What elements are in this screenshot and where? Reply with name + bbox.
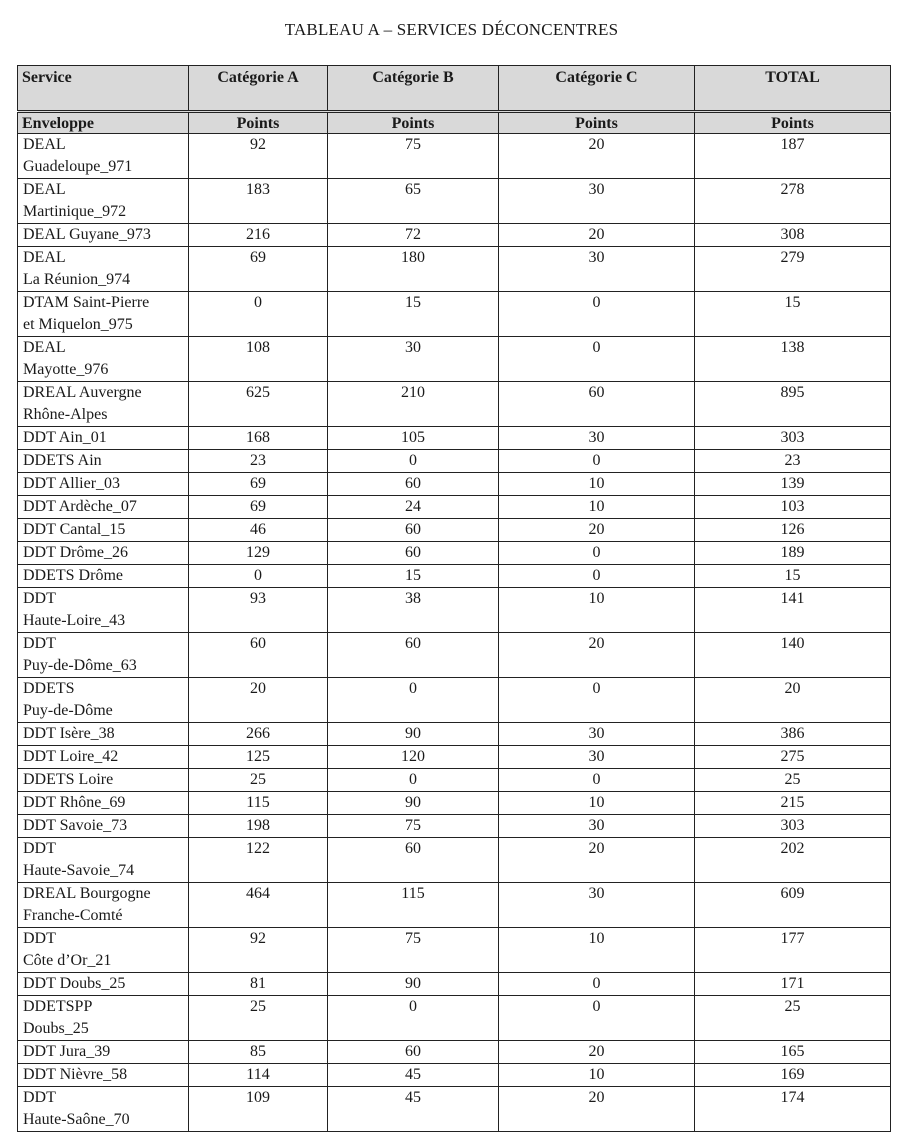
points-category-c: 20 bbox=[499, 519, 695, 542]
service-name-line1: DDETS Drôme bbox=[23, 567, 123, 584]
points-category-c: 20 bbox=[499, 633, 695, 678]
service-cell bbox=[18, 1087, 189, 1132]
points-category-c: 20 bbox=[499, 224, 695, 247]
table-row bbox=[18, 588, 891, 633]
table-row bbox=[18, 224, 891, 247]
points-category-b: 60 bbox=[328, 838, 499, 883]
points-total: 15 bbox=[695, 565, 891, 588]
service-cell bbox=[18, 769, 189, 792]
points-category-a: 46 bbox=[189, 519, 328, 542]
points-total: 138 bbox=[695, 337, 891, 382]
table-row bbox=[18, 1087, 891, 1132]
points-total: 275 bbox=[695, 746, 891, 769]
points-category-b: 75 bbox=[328, 815, 499, 838]
points-category-c: 10 bbox=[499, 588, 695, 633]
service-cell bbox=[18, 996, 189, 1041]
points-category-a: 168 bbox=[189, 427, 328, 450]
points-category-c: 0 bbox=[499, 769, 695, 792]
points-category-c: 0 bbox=[499, 678, 695, 723]
points-total: 202 bbox=[695, 838, 891, 883]
service-name-line1: DDT Doubs_25 bbox=[23, 975, 126, 992]
points-category-a: 23 bbox=[189, 450, 328, 473]
subheader-row bbox=[18, 112, 891, 134]
points-category-b: 38 bbox=[328, 588, 499, 633]
subheader-points-a: Points bbox=[189, 112, 328, 134]
points-category-a: 60 bbox=[189, 633, 328, 678]
points-category-b: 115 bbox=[328, 883, 499, 928]
points-category-a: 92 bbox=[189, 928, 328, 973]
points-category-b: 45 bbox=[328, 1087, 499, 1132]
service-cell bbox=[18, 815, 189, 838]
points-total: 15 bbox=[695, 292, 891, 337]
header-category-b: Catégorie B bbox=[328, 66, 499, 112]
points-category-a: 114 bbox=[189, 1064, 328, 1087]
points-category-b: 60 bbox=[328, 542, 499, 565]
table-row bbox=[18, 450, 891, 473]
service-name-line2: Côte d’Or_21 bbox=[23, 952, 112, 969]
points-total: 126 bbox=[695, 519, 891, 542]
service-name-line2: Doubs_25 bbox=[23, 1020, 89, 1037]
points-category-c: 60 bbox=[499, 382, 695, 427]
service-cell bbox=[18, 496, 189, 519]
service-cell bbox=[18, 1041, 189, 1064]
points-category-b: 65 bbox=[328, 179, 499, 224]
service-cell bbox=[18, 519, 189, 542]
service-name-line1: DDETS Ain bbox=[23, 452, 102, 469]
points-category-a: 108 bbox=[189, 337, 328, 382]
table-row bbox=[18, 473, 891, 496]
points-category-a: 266 bbox=[189, 723, 328, 746]
points-total: 23 bbox=[695, 450, 891, 473]
points-total: 25 bbox=[695, 769, 891, 792]
points-category-b: 60 bbox=[328, 473, 499, 496]
service-name-line1: DDT bbox=[23, 635, 56, 652]
points-category-b: 15 bbox=[328, 292, 499, 337]
points-category-a: 69 bbox=[189, 496, 328, 519]
service-cell bbox=[18, 179, 189, 224]
points-category-a: 125 bbox=[189, 746, 328, 769]
points-total: 308 bbox=[695, 224, 891, 247]
table-row bbox=[18, 746, 891, 769]
points-category-b: 60 bbox=[328, 1041, 499, 1064]
points-category-a: 183 bbox=[189, 179, 328, 224]
points-total: 278 bbox=[695, 179, 891, 224]
service-cell bbox=[18, 337, 189, 382]
table-row bbox=[18, 382, 891, 427]
service-name-line1: DEAL bbox=[23, 339, 66, 356]
points-category-a: 20 bbox=[189, 678, 328, 723]
points-category-b: 60 bbox=[328, 633, 499, 678]
service-name-line1: DDT Isère_38 bbox=[23, 725, 115, 742]
service-cell bbox=[18, 928, 189, 973]
points-category-c: 30 bbox=[499, 723, 695, 746]
subheader-points-total: Points bbox=[695, 112, 891, 134]
points-total: 303 bbox=[695, 427, 891, 450]
points-category-a: 0 bbox=[189, 565, 328, 588]
table-row bbox=[18, 134, 891, 179]
service-name-line1: DDT Loire_42 bbox=[23, 748, 119, 765]
service-name-line1: DEAL Guyane_973 bbox=[23, 226, 151, 243]
table-row bbox=[18, 996, 891, 1041]
points-category-b: 90 bbox=[328, 723, 499, 746]
table-row bbox=[18, 678, 891, 723]
points-total: 141 bbox=[695, 588, 891, 633]
points-total: 895 bbox=[695, 382, 891, 427]
points-category-a: 464 bbox=[189, 883, 328, 928]
subheader-points-c: Points bbox=[499, 112, 695, 134]
points-category-c: 10 bbox=[499, 473, 695, 496]
service-name-line1: DDT bbox=[23, 590, 56, 607]
service-name-line1: DDT Nièvre_58 bbox=[23, 1066, 128, 1083]
service-cell bbox=[18, 838, 189, 883]
points-category-c: 0 bbox=[499, 337, 695, 382]
service-name-line2: Puy-de-Dôme bbox=[23, 702, 113, 719]
points-category-b: 180 bbox=[328, 247, 499, 292]
service-cell bbox=[18, 224, 189, 247]
service-name-line2: Guadeloupe_971 bbox=[23, 158, 133, 175]
service-name-line1: DDT Jura_39 bbox=[23, 1043, 111, 1060]
table-row bbox=[18, 973, 891, 996]
service-cell bbox=[18, 746, 189, 769]
table-body bbox=[18, 134, 891, 1132]
service-cell bbox=[18, 565, 189, 588]
table-row bbox=[18, 883, 891, 928]
points-category-b: 120 bbox=[328, 746, 499, 769]
service-name-line1: DEAL bbox=[23, 181, 66, 198]
service-name-line2: Mayotte_976 bbox=[23, 361, 109, 378]
service-cell bbox=[18, 723, 189, 746]
service-name-line2: Haute-Savoie_74 bbox=[23, 862, 135, 879]
service-name-line2: et Miquelon_975 bbox=[23, 316, 133, 333]
points-category-b: 0 bbox=[328, 450, 499, 473]
service-name-line1: DTAM Saint-Pierre bbox=[23, 294, 150, 311]
service-cell bbox=[18, 427, 189, 450]
points-category-b: 60 bbox=[328, 519, 499, 542]
service-cell bbox=[18, 134, 189, 179]
points-category-c: 30 bbox=[499, 815, 695, 838]
service-name-line1: DREAL Bourgogne bbox=[23, 885, 151, 902]
points-total: 171 bbox=[695, 973, 891, 996]
service-cell bbox=[18, 633, 189, 678]
points-category-a: 122 bbox=[189, 838, 328, 883]
points-total: 215 bbox=[695, 792, 891, 815]
service-name-line1: DEAL bbox=[23, 136, 66, 153]
service-name-line2: Martinique_972 bbox=[23, 203, 127, 220]
service-cell bbox=[18, 450, 189, 473]
points-category-a: 109 bbox=[189, 1087, 328, 1132]
service-name-line2: Haute-Saône_70 bbox=[23, 1111, 130, 1128]
service-cell bbox=[18, 588, 189, 633]
points-category-c: 0 bbox=[499, 973, 695, 996]
points-category-c: 30 bbox=[499, 427, 695, 450]
service-cell bbox=[18, 292, 189, 337]
header-total: TOTAL bbox=[695, 66, 891, 112]
points-category-a: 69 bbox=[189, 247, 328, 292]
points-total: 165 bbox=[695, 1041, 891, 1064]
points-total: 25 bbox=[695, 996, 891, 1041]
points-category-c: 20 bbox=[499, 1087, 695, 1132]
table-row bbox=[18, 928, 891, 973]
service-name-line2: Puy-de-Dôme_63 bbox=[23, 657, 137, 674]
service-cell bbox=[18, 1064, 189, 1087]
points-category-c: 20 bbox=[499, 1041, 695, 1064]
table-row bbox=[18, 337, 891, 382]
table-row bbox=[18, 1041, 891, 1064]
points-category-c: 10 bbox=[499, 496, 695, 519]
points-category-a: 216 bbox=[189, 224, 328, 247]
points-category-b: 90 bbox=[328, 792, 499, 815]
points-category-c: 0 bbox=[499, 565, 695, 588]
points-total: 303 bbox=[695, 815, 891, 838]
service-name-line1: DDETSPP bbox=[23, 998, 93, 1015]
points-category-c: 30 bbox=[499, 179, 695, 224]
points-category-b: 15 bbox=[328, 565, 499, 588]
points-category-a: 129 bbox=[189, 542, 328, 565]
points-total: 187 bbox=[695, 134, 891, 179]
points-category-c: 30 bbox=[499, 247, 695, 292]
table-header bbox=[18, 66, 891, 134]
service-name-line1: DDT Ain_01 bbox=[23, 429, 107, 446]
service-name-line1: DDETS bbox=[23, 680, 75, 697]
service-name-line1: DDT Cantal_15 bbox=[23, 521, 126, 538]
points-category-c: 10 bbox=[499, 928, 695, 973]
service-name-line2: Franche-Comté bbox=[23, 907, 123, 924]
points-category-b: 0 bbox=[328, 769, 499, 792]
header-category-a: Catégorie A bbox=[189, 66, 328, 112]
header-service: Service bbox=[18, 66, 189, 112]
points-category-a: 625 bbox=[189, 382, 328, 427]
points-category-b: 30 bbox=[328, 337, 499, 382]
table-row bbox=[18, 633, 891, 678]
points-category-b: 72 bbox=[328, 224, 499, 247]
table-row bbox=[18, 496, 891, 519]
points-category-a: 69 bbox=[189, 473, 328, 496]
points-total: 279 bbox=[695, 247, 891, 292]
service-name-line2: Haute-Loire_43 bbox=[23, 612, 126, 629]
service-name-line1: DDT Savoie_73 bbox=[23, 817, 128, 834]
points-category-b: 210 bbox=[328, 382, 499, 427]
points-total: 169 bbox=[695, 1064, 891, 1087]
service-name-line1: DREAL Auvergne bbox=[23, 384, 142, 401]
points-total: 103 bbox=[695, 496, 891, 519]
service-name-line1: DDT Rhône_69 bbox=[23, 794, 126, 811]
points-category-c: 10 bbox=[499, 792, 695, 815]
service-name-line1: DDETS Loire bbox=[23, 771, 114, 788]
service-cell bbox=[18, 542, 189, 565]
table-row bbox=[18, 1064, 891, 1087]
points-category-c: 30 bbox=[499, 746, 695, 769]
points-category-b: 75 bbox=[328, 134, 499, 179]
points-total: 20 bbox=[695, 678, 891, 723]
points-category-c: 0 bbox=[499, 542, 695, 565]
points-total: 386 bbox=[695, 723, 891, 746]
points-category-c: 20 bbox=[499, 838, 695, 883]
points-category-b: 0 bbox=[328, 996, 499, 1041]
services-table bbox=[17, 65, 891, 1132]
subheader-enveloppe: Enveloppe bbox=[18, 112, 189, 134]
points-category-c: 10 bbox=[499, 1064, 695, 1087]
service-cell bbox=[18, 247, 189, 292]
subheader-points-b: Points bbox=[328, 112, 499, 134]
table-row bbox=[18, 179, 891, 224]
header-category-c: Catégorie C bbox=[499, 66, 695, 112]
service-cell bbox=[18, 973, 189, 996]
points-category-b: 90 bbox=[328, 973, 499, 996]
header-row bbox=[18, 66, 891, 112]
page-title: TABLEAU A – SERVICES DÉCONCENTRES bbox=[284, 20, 619, 39]
points-category-c: 0 bbox=[499, 450, 695, 473]
service-cell bbox=[18, 883, 189, 928]
service-name-line1: DDT bbox=[23, 840, 56, 857]
service-cell bbox=[18, 473, 189, 496]
points-total: 177 bbox=[695, 928, 891, 973]
table-row bbox=[18, 247, 891, 292]
service-name-line2: La Réunion_974 bbox=[23, 271, 131, 288]
service-name-line1: DEAL bbox=[23, 249, 66, 266]
points-category-a: 25 bbox=[189, 769, 328, 792]
table-row bbox=[18, 792, 891, 815]
service-cell bbox=[18, 792, 189, 815]
table-row bbox=[18, 815, 891, 838]
points-category-a: 92 bbox=[189, 134, 328, 179]
points-total: 174 bbox=[695, 1087, 891, 1132]
points-category-c: 30 bbox=[499, 883, 695, 928]
points-category-b: 75 bbox=[328, 928, 499, 973]
points-category-b: 45 bbox=[328, 1064, 499, 1087]
service-name-line1: DDT bbox=[23, 930, 56, 947]
service-name-line1: DDT Drôme_26 bbox=[23, 544, 129, 561]
points-category-b: 0 bbox=[328, 678, 499, 723]
service-cell bbox=[18, 678, 189, 723]
service-name-line1: DDT Allier_03 bbox=[23, 475, 121, 492]
table-row bbox=[18, 838, 891, 883]
points-category-a: 0 bbox=[189, 292, 328, 337]
table-row bbox=[18, 519, 891, 542]
points-category-c: 0 bbox=[499, 996, 695, 1041]
table-row bbox=[18, 427, 891, 450]
service-name-line2: Rhône-Alpes bbox=[23, 406, 108, 423]
points-category-a: 85 bbox=[189, 1041, 328, 1064]
points-category-c: 20 bbox=[499, 134, 695, 179]
service-name-line1: DDT Ardèche_07 bbox=[23, 498, 137, 515]
table-row bbox=[18, 723, 891, 746]
service-name-line1: DDT bbox=[23, 1089, 56, 1106]
table-row bbox=[18, 769, 891, 792]
table-row bbox=[18, 292, 891, 337]
service-cell bbox=[18, 382, 189, 427]
points-total: 609 bbox=[695, 883, 891, 928]
points-category-a: 25 bbox=[189, 996, 328, 1041]
points-category-a: 198 bbox=[189, 815, 328, 838]
points-category-b: 105 bbox=[328, 427, 499, 450]
points-category-b: 24 bbox=[328, 496, 499, 519]
points-category-a: 93 bbox=[189, 588, 328, 633]
table-row bbox=[18, 565, 891, 588]
points-total: 139 bbox=[695, 473, 891, 496]
points-category-c: 0 bbox=[499, 292, 695, 337]
table-row bbox=[18, 542, 891, 565]
points-category-a: 115 bbox=[189, 792, 328, 815]
points-total: 140 bbox=[695, 633, 891, 678]
points-category-a: 81 bbox=[189, 973, 328, 996]
points-total: 189 bbox=[695, 542, 891, 565]
